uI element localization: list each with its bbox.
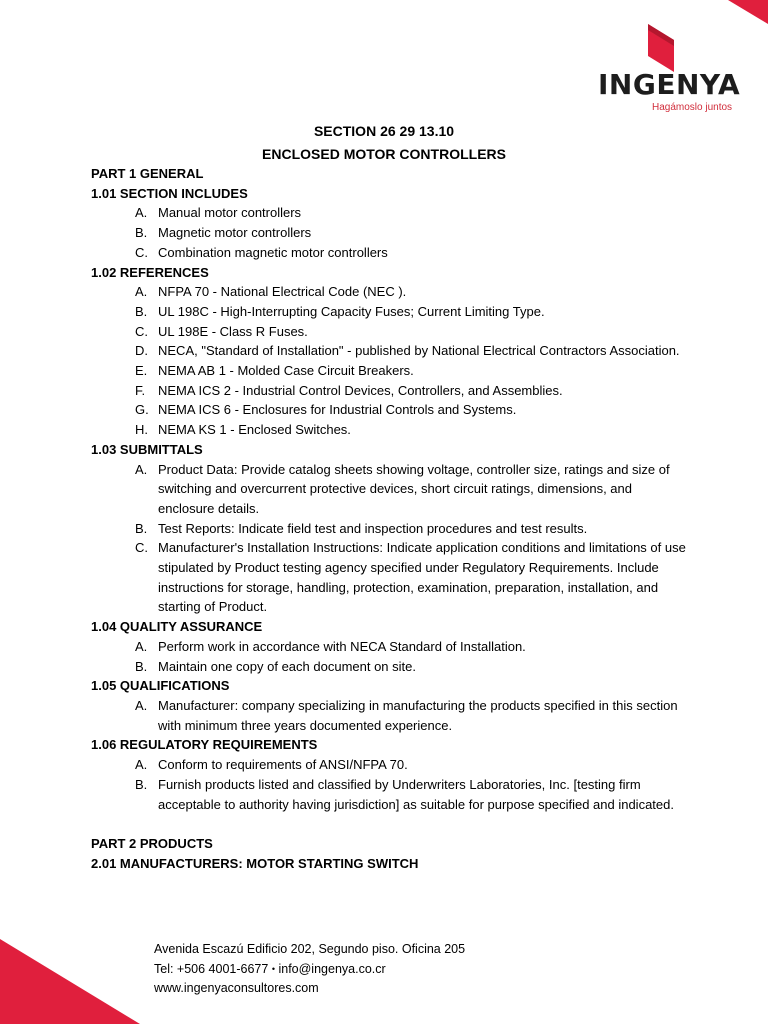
list-item-letter: C. [135, 244, 148, 260]
list-item-text: NEMA AB 1 - Molded Case Circuit Breakers. [158, 363, 414, 379]
list-item-letter: B. [135, 303, 148, 319]
corner-accent-bottom-left [0, 939, 140, 1024]
list-item-text: NECA, "Standard of Installation" - published by National Electrical Contractors Association. [158, 343, 680, 359]
list-item [91, 341, 691, 361]
list-item-letter: B. [135, 776, 148, 792]
list-item [91, 775, 691, 814]
list-item-text: UL 198C - High-Interrupting Capacity Fuses; Current Limiting Type. [158, 303, 545, 319]
section-heading: 1.04 QUALITY ASSURANCE [91, 619, 263, 635]
list-item-text: Manufacturer: company specializing in manufacturing the products specified in this section with minimum three years documented experience. [158, 697, 678, 733]
list-item-text: NEMA KS 1 - Enclosed Switches. [158, 422, 351, 438]
list-item [91, 243, 691, 263]
list-item-letter: A. [135, 757, 148, 773]
footer-contact-line [154, 960, 465, 980]
blank-line [91, 814, 691, 834]
list-item-text: Manual motor controllers [158, 205, 302, 221]
section-heading: 2.01 MANUFACTURERS: MOTOR STARTING SWITCH [91, 855, 419, 871]
list-item [91, 381, 691, 401]
list-item-letter: B. [135, 520, 148, 536]
list-item-letter: B. [135, 225, 148, 241]
list-item [91, 755, 691, 775]
list-item-text: NFPA 70 - National Electrical Code (NEC ). [158, 284, 407, 300]
list-item-letter: B. [135, 658, 148, 674]
list-item [91, 696, 691, 735]
footer-website[interactable]: www.ingenyaconsultores.com [154, 981, 319, 996]
section-number: SECTION 26 29 13.10 [313, 123, 455, 139]
list-item-letter: E. [135, 363, 148, 379]
list-item-text: Combination magnetic motor controllers [158, 244, 388, 260]
section-heading: PART 2 PRODUCTS [91, 835, 213, 851]
footer-address: Avenida Escazú Edificio 202, Segundo piso. Oficina 205 [154, 942, 466, 956]
list-item-text: Magnetic motor controllers [158, 225, 312, 241]
corner-accent-top-right [728, 0, 768, 24]
list-item-letter: A. [135, 284, 148, 300]
list-item-letter: A. [135, 461, 148, 477]
section-heading: 1.02 REFERENCES [91, 264, 209, 280]
list-item-letter: A. [135, 638, 148, 654]
list-item-text: Product Data: Provide catalog sheets showing voltage, controller size, ratings and size of switching and overcurrent protective devices, short circuit ratings, dimensions, and enclosure details. [158, 461, 670, 516]
list-item-text: NEMA ICS 6 - Enclosures for Industrial Controls and Systems. [158, 402, 517, 418]
list-item [91, 519, 691, 539]
list-item-text: NEMA ICS 2 - Industrial Control Devices, Controllers, and Assemblies. [158, 382, 563, 398]
footer-email[interactable]: info@ingenya.co.cr [278, 961, 386, 976]
list-item [91, 400, 691, 420]
document-title: ENCLOSED MOTOR CONTROLLERS [262, 146, 506, 162]
list-item-text: Furnish products listed and classified by Underwriters Laboratories, Inc. [testing firm acceptable to authority having jurisdiction] as suitable for purpose specified and indicated. [158, 776, 674, 812]
footer-phone: Tel: +506 4001-6677 [154, 961, 269, 976]
section-heading: 1.03 SUBMITTALS [91, 441, 203, 457]
list-item-letter: D. [135, 343, 148, 359]
spec-body [91, 164, 691, 873]
section-heading: PART 1 GENERAL [91, 166, 204, 181]
list-item [91, 282, 691, 302]
logo-tagline: Hagámoslo juntos [652, 102, 733, 113]
company-logo [590, 24, 740, 114]
list-item-text: Maintain one copy of each document on site. [158, 658, 416, 674]
list-item [91, 657, 691, 677]
list-item [91, 420, 691, 440]
list-item-letter: G. [135, 402, 149, 418]
list-item-text: Conform to requirements of ANSI/NFPA 70. [158, 757, 408, 773]
list-item-letter: F. [135, 382, 146, 398]
list-item [91, 361, 691, 381]
section-heading: 1.01 SECTION INCLUDES [91, 185, 248, 201]
list-item-letter: H. [135, 422, 148, 438]
list-item [91, 460, 691, 519]
section-heading: 1.05 QUALIFICATIONS [91, 678, 230, 694]
footer-bullet: • [271, 963, 275, 974]
logo-mark-icon [648, 24, 674, 72]
list-item [91, 223, 691, 243]
footer-contact [154, 940, 465, 999]
section-heading: 1.06 REGULATORY REQUIREMENTS [91, 737, 318, 753]
list-item-letter: A. [135, 205, 148, 221]
list-item-text: Manufacturer's Installation Instructions: Indicate application conditions and limitations of use stipulated by Product testing agency specified under Regulatory Requirements. Include instructions for storage, handling, protection, examination, preparation, installation, and starting of Product. [158, 540, 686, 615]
list-item [91, 538, 691, 617]
list-item [91, 322, 691, 342]
list-item-letter: C. [135, 540, 148, 556]
list-item-letter: A. [135, 697, 148, 713]
list-item [91, 302, 691, 322]
list-item [91, 637, 691, 657]
list-item-text: Test Reports: Indicate field test and inspection procedures and test results. [158, 520, 588, 536]
logo-wordmark: INGENYA [598, 68, 741, 101]
list-item-letter: C. [135, 323, 148, 339]
list-item-text: UL 198E - Class R Fuses. [158, 323, 308, 339]
list-item [91, 203, 691, 223]
list-item-text: Perform work in accordance with NECA Standard of Installation. [158, 638, 526, 654]
